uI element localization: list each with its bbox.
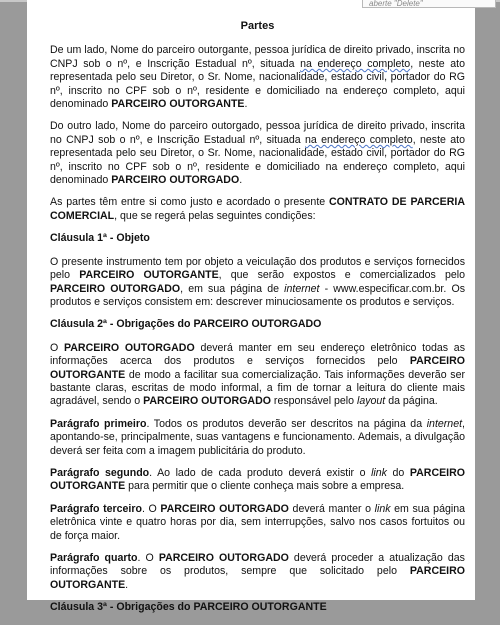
text: - www.especificar.com.br. Os produtos e serviços consistem em: descrever minuciosamente os produtos e serviços. (50, 282, 465, 308)
text: do (386, 466, 410, 479)
text: em sua página eletrônica vinte e quatro horas por dia, sem interrupções, salvo nos casos fortuitos ou de força maior. (50, 502, 465, 542)
text: . O (141, 502, 161, 515)
document-body[interactable] (50, 12, 465, 625)
italic-text: internet (426, 417, 463, 430)
italic-text: layout (356, 395, 386, 408)
bold-text: Parágrafo terceiro (50, 502, 142, 515)
text: As partes têm entre si como justo e acordado o presente (50, 196, 329, 209)
document-page[interactable] (27, 0, 475, 614)
bold-text: Parágrafo segundo (50, 466, 150, 479)
bold-text: PARCEIRO OUTORGANTE (79, 269, 219, 282)
text: responsável pelo (270, 395, 357, 408)
comment-balloon[interactable]: aberte "Delete" (362, 0, 496, 8)
text: deverá manter em seu endereço eletrônico todas as informações acerca dos produtos e serviços fornecidos pelo (50, 341, 465, 368)
clausula-1-text (50, 256, 465, 310)
text: , que serão expostos e comercializados pelo (218, 269, 465, 282)
bold-text: PARCEIRO OUTORGANTE (50, 565, 465, 591)
italic-text: link (371, 466, 387, 479)
bold-text: Parágrafo primeiro (50, 417, 147, 430)
bold-text: PARCEIRO OUTORGADO (111, 174, 240, 187)
paragrafo-quarto (50, 552, 465, 592)
document-title: Partes (240, 20, 275, 32)
text: . O (137, 552, 159, 564)
clausula-3-heading: Cláusula 3ª - Obrigações do PARCEIRO OUTORGANTE (50, 601, 327, 614)
text: , neste ato representada pelo seu Diretor, o Sr. Nome, nacionalidade, estado civil, portador do RG nº, inscrito no CPF sob o nº, residente e domiciliado na endereço completo, aqui denominado (50, 133, 465, 187)
paragrafo-terceiro (50, 503, 465, 543)
bold-text: CONTRATO DE PARCERIA COMERCIAL (50, 196, 465, 222)
text: O (50, 341, 64, 354)
text: da página. (385, 395, 438, 408)
bold-text: PARCEIRO OUTORGADO (158, 552, 289, 564)
italic-text: link (374, 502, 391, 515)
text: . (125, 578, 129, 591)
text: Do outro lado, Nome do parceiro outorgado, pessoa jurídica de direito privado, inscrita no CNPJ sob o nº, e Inscrição Estadual nº, situada (50, 120, 465, 146)
clausula-2-heading: Cláusula 2ª - Obrigações do PARCEIRO OUTORGADO (50, 318, 322, 331)
paragraph-acordo (50, 196, 465, 223)
text: , em sua página de (180, 282, 285, 295)
italic-text: internet (284, 282, 320, 295)
bold-text: PARCEIRO OUTORGADO (143, 395, 271, 408)
text: , apontando-se, principalmente, suas vantagens e funcionamento. Ademais, a divulgação deverá ser feita com a imagem publicitária do produto. (50, 417, 465, 457)
text: , neste ato representada pelo seu Diretor, o Sr. Nome, nacionalidade, estado civil, portador do RG nº, inscrito no CPF sob o nº, residente e domiciliado na endereço completo, aqui denominado (50, 57, 465, 111)
text: , que se regerá pelas seguintes condições: (114, 209, 316, 222)
bold-text: PARCEIRO OUTORGANTE (50, 355, 465, 381)
text: . Todos os produtos deverão ser descritos na página da (146, 417, 427, 430)
bold-text: Parágrafo quarto (50, 552, 138, 564)
text: de modo a facilitar sua comercialização. Tais informações deverão ser bastante claras, escritas de modo informal, a fim de tornar a leitura do cliente mais agradável, sendo o (50, 368, 465, 408)
bold-text: PARCEIRO OUTORGADO (63, 341, 195, 354)
text: . (239, 174, 243, 187)
paragraph-parceiro-outorgante (50, 44, 465, 111)
text: . Ao lado de cada produto deverá existir o (149, 466, 372, 479)
bold-text: PARCEIRO OUTORGADO (160, 502, 289, 515)
paragraph-parceiro-outorgado (50, 120, 465, 187)
bold-text: PARCEIRO OUTORGANTE (111, 98, 245, 111)
spellcheck-underline-text[interactable]: na endereço completo (305, 133, 413, 146)
spellcheck-underline-text[interactable]: na endereço completo (300, 57, 411, 70)
text: O presente instrumento tem por objeto a veiculação dos produtos e serviços fornecidos pelo (50, 255, 465, 282)
bold-text: PARCEIRO OUTORGANTE (50, 466, 466, 493)
text: deverá manter o (288, 502, 375, 515)
text: De um lado, Nome do parceiro outorgante, pessoa jurídica de direito privado, inscrita no CNPJ sob o nº, e Inscrição Estadual nº, situada (50, 44, 465, 70)
clausula-1-heading: Cláusula 1ª - Objeto (50, 232, 150, 245)
text: deverá proceder a atualização das informações sobre os produtos, sempre que solicitado pelo (50, 552, 465, 578)
text: para permitir que o cliente conheça mais sobre a empresa. (125, 480, 405, 493)
paragrafo-primeiro (50, 418, 465, 458)
text: . (244, 98, 248, 111)
paragrafo-segundo (50, 467, 465, 494)
bold-text: PARCEIRO OUTORGADO (50, 282, 181, 295)
clausula-2-paragraph (50, 342, 465, 409)
